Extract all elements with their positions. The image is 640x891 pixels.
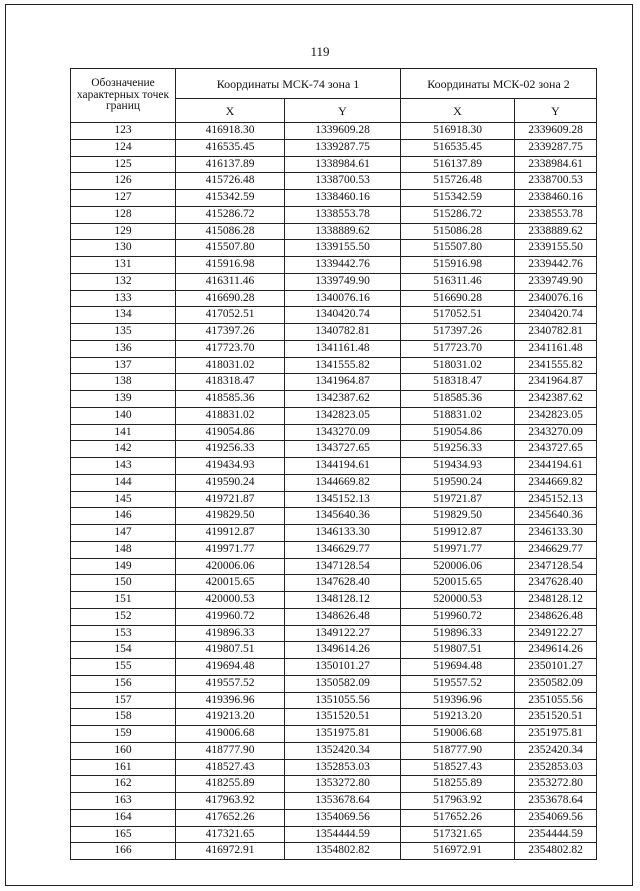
msk02-group-header: Координаты МСК-02 зона 2 xyxy=(401,69,597,99)
cell-msk02-x: 520000.53 xyxy=(401,592,515,609)
cell-msk02-x: 515286.72 xyxy=(401,206,515,223)
cell-msk02-x: 519912.87 xyxy=(401,525,515,542)
cell-msk74-y: 1348128.12 xyxy=(285,592,401,609)
cell-msk74-x: 416311.46 xyxy=(176,273,285,290)
cell-msk02-y: 2339609.28 xyxy=(515,123,597,140)
cell-msk74-x: 419213.20 xyxy=(176,709,285,726)
table-row xyxy=(71,206,597,223)
cell-msk02-x: 516311.46 xyxy=(401,273,515,290)
cell-msk74-x: 419971.77 xyxy=(176,541,285,558)
msk74-group-header: Координаты МСК-74 зона 1 xyxy=(176,69,401,99)
cell-msk02-y: 2351975.81 xyxy=(515,726,597,743)
cell-msk74-y: 1352853.03 xyxy=(285,759,401,776)
table-row xyxy=(71,491,597,508)
cell-point-id: 135 xyxy=(71,324,176,341)
cell-msk02-y: 2339749.90 xyxy=(515,273,597,290)
cell-msk02-y: 2341161.48 xyxy=(515,340,597,357)
cell-msk02-x: 519396.96 xyxy=(401,692,515,709)
cell-msk02-y: 2348626.48 xyxy=(515,608,597,625)
cell-msk74-y: 1338553.78 xyxy=(285,206,401,223)
cell-point-id: 143 xyxy=(71,458,176,475)
table-row xyxy=(71,407,597,424)
cell-point-id: 138 xyxy=(71,374,176,391)
cell-msk74-x: 418585.36 xyxy=(176,391,285,408)
cell-msk02-x: 517052.51 xyxy=(401,307,515,324)
cell-msk74-y: 1339287.75 xyxy=(285,139,401,156)
cell-msk02-x: 519590.24 xyxy=(401,474,515,491)
table-row xyxy=(71,474,597,491)
table-row xyxy=(71,324,597,341)
table-row xyxy=(71,659,597,676)
cell-msk74-x: 419912.87 xyxy=(176,525,285,542)
cell-point-id: 136 xyxy=(71,340,176,357)
cell-msk02-x: 519434.93 xyxy=(401,458,515,475)
cell-msk02-y: 2344194.61 xyxy=(515,458,597,475)
cell-msk02-x: 515726.48 xyxy=(401,173,515,190)
table-row xyxy=(71,307,597,324)
table-row xyxy=(71,625,597,642)
cell-point-id: 133 xyxy=(71,290,176,307)
cell-msk02-x: 516918.30 xyxy=(401,123,515,140)
cell-msk02-y: 2350582.09 xyxy=(515,675,597,692)
cell-msk02-x: 516972.91 xyxy=(401,843,515,860)
cell-point-id: 159 xyxy=(71,726,176,743)
msk74-x-header: X xyxy=(176,99,285,123)
table-row xyxy=(71,223,597,240)
cell-msk74-x: 415726.48 xyxy=(176,173,285,190)
cell-msk02-y: 2350101.27 xyxy=(515,659,597,676)
cell-point-id: 166 xyxy=(71,843,176,860)
cell-msk02-y: 2351520.51 xyxy=(515,709,597,726)
cell-msk74-x: 418318.47 xyxy=(176,374,285,391)
cell-msk02-x: 515342.59 xyxy=(401,190,515,207)
cell-msk74-x: 419256.33 xyxy=(176,441,285,458)
cell-point-id: 150 xyxy=(71,575,176,592)
table-row xyxy=(71,156,597,173)
cell-msk74-x: 416918.30 xyxy=(176,123,285,140)
cell-msk02-x: 518831.02 xyxy=(401,407,515,424)
cell-msk02-y: 2348128.12 xyxy=(515,592,597,609)
cell-msk74-y: 1341555.82 xyxy=(285,357,401,374)
cell-msk74-y: 1340076.16 xyxy=(285,290,401,307)
table-row xyxy=(71,123,597,140)
cell-msk02-x: 519557.52 xyxy=(401,675,515,692)
cell-msk74-x: 416972.91 xyxy=(176,843,285,860)
cell-msk02-x: 517723.70 xyxy=(401,340,515,357)
cell-point-id: 145 xyxy=(71,491,176,508)
cell-msk02-y: 2343270.09 xyxy=(515,424,597,441)
cell-msk02-x: 518585.36 xyxy=(401,391,515,408)
table-row xyxy=(71,139,597,156)
cell-point-id: 141 xyxy=(71,424,176,441)
cell-msk74-x: 417321.65 xyxy=(176,826,285,843)
cell-msk74-x: 418255.89 xyxy=(176,776,285,793)
cell-msk74-x: 419829.50 xyxy=(176,508,285,525)
cell-msk74-x: 419807.51 xyxy=(176,642,285,659)
table-row xyxy=(71,508,597,525)
table-row xyxy=(71,809,597,826)
cell-msk74-x: 419694.48 xyxy=(176,659,285,676)
cell-point-id: 156 xyxy=(71,675,176,692)
cell-msk02-y: 2339442.76 xyxy=(515,257,597,274)
table-row xyxy=(71,558,597,575)
cell-msk02-y: 2354444.59 xyxy=(515,826,597,843)
cell-msk74-y: 1339442.76 xyxy=(285,257,401,274)
cell-msk02-y: 2347628.40 xyxy=(515,575,597,592)
cell-msk02-y: 2338460.16 xyxy=(515,190,597,207)
cell-msk02-y: 2354802.82 xyxy=(515,843,597,860)
cell-msk74-y: 1349614.26 xyxy=(285,642,401,659)
table-row xyxy=(71,726,597,743)
cell-msk74-x: 419557.52 xyxy=(176,675,285,692)
cell-msk02-x: 519960.72 xyxy=(401,608,515,625)
cell-msk02-y: 2340420.74 xyxy=(515,307,597,324)
cell-msk02-x: 517652.26 xyxy=(401,809,515,826)
cell-msk02-x: 516137.89 xyxy=(401,156,515,173)
cell-msk74-y: 1344669.82 xyxy=(285,474,401,491)
cell-msk74-x: 420006.06 xyxy=(176,558,285,575)
cell-msk74-x: 419896.33 xyxy=(176,625,285,642)
cell-msk74-x: 419960.72 xyxy=(176,608,285,625)
table-row xyxy=(71,173,597,190)
cell-msk02-y: 2352420.34 xyxy=(515,742,597,759)
cell-msk74-y: 1338460.16 xyxy=(285,190,401,207)
table-row xyxy=(71,541,597,558)
cell-msk74-x: 415286.72 xyxy=(176,206,285,223)
cell-msk74-y: 1348626.48 xyxy=(285,608,401,625)
cell-msk02-y: 2354069.56 xyxy=(515,809,597,826)
cell-msk74-y: 1343270.09 xyxy=(285,424,401,441)
table-row xyxy=(71,592,597,609)
cell-point-id: 128 xyxy=(71,206,176,223)
cell-point-id: 158 xyxy=(71,709,176,726)
cell-msk02-y: 2352853.03 xyxy=(515,759,597,776)
cell-msk02-y: 2338984.61 xyxy=(515,156,597,173)
cell-point-id: 124 xyxy=(71,139,176,156)
cell-msk74-x: 418777.90 xyxy=(176,742,285,759)
cell-msk02-y: 2346629.77 xyxy=(515,541,597,558)
cell-point-id: 148 xyxy=(71,541,176,558)
cell-msk02-y: 2339287.75 xyxy=(515,139,597,156)
cell-msk02-y: 2353678.64 xyxy=(515,793,597,810)
cell-msk02-y: 2338553.78 xyxy=(515,206,597,223)
cell-msk74-y: 1339749.90 xyxy=(285,273,401,290)
cell-point-id: 126 xyxy=(71,173,176,190)
table-row xyxy=(71,742,597,759)
cell-msk02-y: 2339155.50 xyxy=(515,240,597,257)
cell-msk02-y: 2338700.53 xyxy=(515,173,597,190)
cell-msk74-y: 1350582.09 xyxy=(285,675,401,692)
cell-msk02-x: 515507.80 xyxy=(401,240,515,257)
cell-point-id: 142 xyxy=(71,441,176,458)
cell-point-id: 154 xyxy=(71,642,176,659)
cell-point-id: 132 xyxy=(71,273,176,290)
table-row xyxy=(71,391,597,408)
cell-msk74-x: 416690.28 xyxy=(176,290,285,307)
cell-msk02-x: 515086.28 xyxy=(401,223,515,240)
cell-msk02-x: 518777.90 xyxy=(401,742,515,759)
cell-msk02-x: 518527.43 xyxy=(401,759,515,776)
cell-msk74-y: 1339609.28 xyxy=(285,123,401,140)
cell-msk74-x: 418831.02 xyxy=(176,407,285,424)
cell-msk02-y: 2347128.54 xyxy=(515,558,597,575)
cell-msk02-y: 2345640.36 xyxy=(515,508,597,525)
cell-msk02-x: 516535.45 xyxy=(401,139,515,156)
cell-msk74-x: 419006.68 xyxy=(176,726,285,743)
cell-msk74-x: 417723.70 xyxy=(176,340,285,357)
cell-point-id: 161 xyxy=(71,759,176,776)
cell-msk74-x: 419434.93 xyxy=(176,458,285,475)
cell-point-id: 152 xyxy=(71,608,176,625)
cell-msk74-x: 419054.86 xyxy=(176,424,285,441)
cell-msk02-y: 2340782.81 xyxy=(515,324,597,341)
cell-msk02-x: 517963.92 xyxy=(401,793,515,810)
cell-msk74-x: 419590.24 xyxy=(176,474,285,491)
cell-msk74-y: 1351520.51 xyxy=(285,709,401,726)
table-row xyxy=(71,374,597,391)
cell-msk02-x: 517321.65 xyxy=(401,826,515,843)
cell-point-id: 160 xyxy=(71,742,176,759)
cell-msk74-y: 1341964.87 xyxy=(285,374,401,391)
table-row xyxy=(71,190,597,207)
cell-msk74-y: 1341161.48 xyxy=(285,340,401,357)
cell-msk02-y: 2345152.13 xyxy=(515,491,597,508)
cell-point-id: 134 xyxy=(71,307,176,324)
table-row xyxy=(71,340,597,357)
cell-msk02-x: 519829.50 xyxy=(401,508,515,525)
cell-msk74-y: 1354802.82 xyxy=(285,843,401,860)
cell-msk74-y: 1354444.59 xyxy=(285,826,401,843)
cell-point-id: 153 xyxy=(71,625,176,642)
cell-msk74-y: 1343727.65 xyxy=(285,441,401,458)
table-row xyxy=(71,692,597,709)
msk02-y-header: Y xyxy=(515,99,597,123)
cell-msk02-x: 518255.89 xyxy=(401,776,515,793)
cell-msk02-y: 2341555.82 xyxy=(515,357,597,374)
cell-msk74-x: 416137.89 xyxy=(176,156,285,173)
cell-msk74-x: 415507.80 xyxy=(176,240,285,257)
point-label-header: Обозначение характерных точек границ xyxy=(71,69,176,123)
cell-msk02-y: 2338889.62 xyxy=(515,223,597,240)
cell-msk02-x: 518031.02 xyxy=(401,357,515,374)
cell-msk02-x: 519256.33 xyxy=(401,441,515,458)
cell-msk02-y: 2349122.27 xyxy=(515,625,597,642)
coordinates-table xyxy=(70,68,597,860)
cell-msk02-x: 516690.28 xyxy=(401,290,515,307)
cell-msk74-x: 417397.26 xyxy=(176,324,285,341)
cell-msk74-y: 1351975.81 xyxy=(285,726,401,743)
table-row xyxy=(71,290,597,307)
cell-msk02-x: 519971.77 xyxy=(401,541,515,558)
cell-msk74-y: 1338700.53 xyxy=(285,173,401,190)
cell-msk74-y: 1339155.50 xyxy=(285,240,401,257)
cell-msk02-x: 519807.51 xyxy=(401,642,515,659)
table-row xyxy=(71,608,597,625)
cell-point-id: 140 xyxy=(71,407,176,424)
table-row xyxy=(71,675,597,692)
msk02-x-header: X xyxy=(401,99,515,123)
cell-msk02-y: 2343727.65 xyxy=(515,441,597,458)
cell-msk74-y: 1353678.64 xyxy=(285,793,401,810)
cell-point-id: 129 xyxy=(71,223,176,240)
cell-msk74-y: 1351055.56 xyxy=(285,692,401,709)
cell-msk74-x: 420000.53 xyxy=(176,592,285,609)
cell-msk74-y: 1342387.62 xyxy=(285,391,401,408)
table-row xyxy=(71,525,597,542)
cell-point-id: 165 xyxy=(71,826,176,843)
cell-point-id: 123 xyxy=(71,123,176,140)
cell-msk02-x: 519694.48 xyxy=(401,659,515,676)
cell-msk74-y: 1347128.54 xyxy=(285,558,401,575)
cell-msk74-y: 1346133.30 xyxy=(285,525,401,542)
table-row xyxy=(71,240,597,257)
cell-msk02-x: 519896.33 xyxy=(401,625,515,642)
cell-point-id: 151 xyxy=(71,592,176,609)
cell-msk74-x: 419396.96 xyxy=(176,692,285,709)
table-row xyxy=(71,776,597,793)
cell-msk02-x: 515916.98 xyxy=(401,257,515,274)
cell-point-id: 149 xyxy=(71,558,176,575)
cell-msk74-y: 1340420.74 xyxy=(285,307,401,324)
cell-msk74-x: 415342.59 xyxy=(176,190,285,207)
cell-point-id: 144 xyxy=(71,474,176,491)
cell-msk74-y: 1342823.05 xyxy=(285,407,401,424)
page-number: 119 xyxy=(310,44,330,59)
cell-msk74-x: 418031.02 xyxy=(176,357,285,374)
cell-msk02-y: 2349614.26 xyxy=(515,642,597,659)
cell-point-id: 162 xyxy=(71,776,176,793)
cell-point-id: 146 xyxy=(71,508,176,525)
cell-msk02-x: 519006.68 xyxy=(401,726,515,743)
table-row xyxy=(71,709,597,726)
cell-msk02-x: 520006.06 xyxy=(401,558,515,575)
table-body xyxy=(71,123,597,860)
cell-msk74-y: 1340782.81 xyxy=(285,324,401,341)
cell-msk02-y: 2344669.82 xyxy=(515,474,597,491)
cell-msk02-y: 2351055.56 xyxy=(515,692,597,709)
table-row xyxy=(71,458,597,475)
table-row xyxy=(71,642,597,659)
cell-msk74-y: 1346629.77 xyxy=(285,541,401,558)
cell-msk02-x: 519721.87 xyxy=(401,491,515,508)
cell-msk74-y: 1344194.61 xyxy=(285,458,401,475)
cell-msk74-y: 1350101.27 xyxy=(285,659,401,676)
cell-msk02-y: 2342387.62 xyxy=(515,391,597,408)
cell-msk02-x: 519213.20 xyxy=(401,709,515,726)
cell-msk02-y: 2346133.30 xyxy=(515,525,597,542)
cell-point-id: 163 xyxy=(71,793,176,810)
cell-msk02-x: 519054.86 xyxy=(401,424,515,441)
cell-msk74-x: 415086.28 xyxy=(176,223,285,240)
table-row xyxy=(71,843,597,860)
cell-msk74-y: 1338889.62 xyxy=(285,223,401,240)
cell-msk74-y: 1347628.40 xyxy=(285,575,401,592)
cell-point-id: 131 xyxy=(71,257,176,274)
cell-msk74-y: 1353272.80 xyxy=(285,776,401,793)
cell-msk74-x: 419721.87 xyxy=(176,491,285,508)
cell-msk74-x: 415916.98 xyxy=(176,257,285,274)
table-row xyxy=(71,759,597,776)
cell-msk74-x: 416535.45 xyxy=(176,139,285,156)
table-row xyxy=(71,793,597,810)
cell-msk74-x: 417652.26 xyxy=(176,809,285,826)
cell-msk74-y: 1352420.34 xyxy=(285,742,401,759)
cell-point-id: 155 xyxy=(71,659,176,676)
cell-point-id: 157 xyxy=(71,692,176,709)
table-row xyxy=(71,441,597,458)
cell-msk74-y: 1345640.36 xyxy=(285,508,401,525)
cell-point-id: 139 xyxy=(71,391,176,408)
cell-point-id: 130 xyxy=(71,240,176,257)
table-row xyxy=(71,424,597,441)
table-row xyxy=(71,357,597,374)
cell-msk74-x: 417963.92 xyxy=(176,793,285,810)
cell-point-id: 147 xyxy=(71,525,176,542)
cell-msk74-x: 417052.51 xyxy=(176,307,285,324)
cell-msk74-x: 418527.43 xyxy=(176,759,285,776)
table-row xyxy=(71,257,597,274)
cell-msk74-y: 1338984.61 xyxy=(285,156,401,173)
cell-msk02-y: 2340076.16 xyxy=(515,290,597,307)
cell-msk02-y: 2353272.80 xyxy=(515,776,597,793)
cell-msk02-y: 2341964.87 xyxy=(515,374,597,391)
cell-point-id: 164 xyxy=(71,809,176,826)
cell-point-id: 125 xyxy=(71,156,176,173)
cell-msk74-y: 1345152.13 xyxy=(285,491,401,508)
cell-point-id: 127 xyxy=(71,190,176,207)
cell-msk02-x: 518318.47 xyxy=(401,374,515,391)
table-row xyxy=(71,273,597,290)
cell-msk02-x: 517397.26 xyxy=(401,324,515,341)
cell-msk02-x: 520015.65 xyxy=(401,575,515,592)
cell-msk74-x: 420015.65 xyxy=(176,575,285,592)
table-row xyxy=(71,575,597,592)
cell-msk74-y: 1354069.56 xyxy=(285,809,401,826)
table-row xyxy=(71,826,597,843)
msk74-y-header: Y xyxy=(285,99,401,123)
cell-point-id: 137 xyxy=(71,357,176,374)
cell-msk74-y: 1349122.27 xyxy=(285,625,401,642)
cell-msk02-y: 2342823.05 xyxy=(515,407,597,424)
